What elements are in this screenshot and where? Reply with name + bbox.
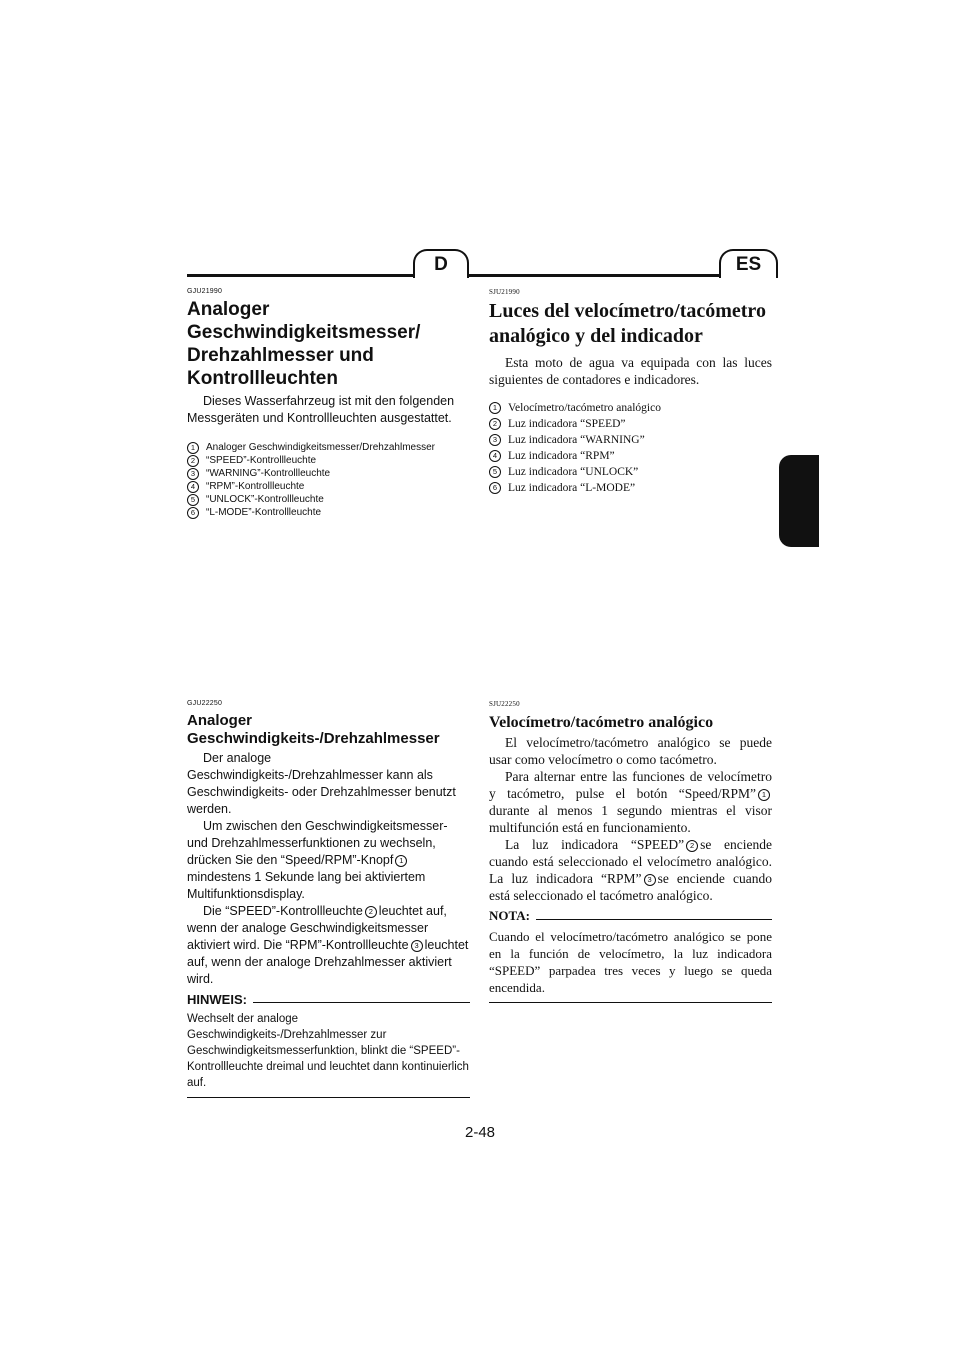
- section-title: Luces del velocímetro/tacómetro analógico y del indicador: [489, 300, 766, 347]
- section-code: GJU22250: [187, 700, 223, 707]
- note-header: [489, 908, 772, 924]
- de-section-instruments: [187, 288, 470, 519]
- language-tab-de: D: [413, 249, 469, 278]
- legend-list: [187, 441, 470, 519]
- de-section-speed-rpm: [187, 700, 470, 1098]
- section-code: SJU22250: [489, 700, 520, 708]
- section-title: Velocímetro/tacómetro analógico: [489, 714, 714, 731]
- paragraph: La luz indicadora “SPEED” 2 se enciende cuando está seleccionado el velocímetro analógico. La luz indicadora “RPM” 3 se enciende cuando está seleccionado el tacómetro analógico.: [489, 837, 772, 903]
- section-title: Analoger Geschwindigkeits-/Drehzahlmesser: [187, 712, 440, 747]
- paragraph: Para alternar entre las funciones de velocímetro y tacómetro, pulse el botón “Speed/RPM” 1durante al menos 1 segundo mientras el visor multifunción está en funcionamiento.: [489, 769, 772, 835]
- paragraph: Die “SPEED”-Kontrollleuchte 2 leuchtet auf, wenn der analoge Geschwindigkeitsmesser aktiviert wird. Die “RPM”-Kontrollleuchte 3 leuchtet auf, wenn der analoge Drehzahlmesser aktiviert wird.: [187, 904, 469, 986]
- list-item: 1 Velocímetro/tacómetro analógico: [489, 400, 772, 416]
- list-item: 1 Analoger Geschwindigkeitsmesser/Drehzahlmesser: [187, 441, 470, 454]
- section-title: Analoger Geschwindigkeitsmesser/ Drehzahlmesser und Kontrollleuchten: [187, 299, 421, 389]
- list-item: 4 “RPM”-Kontrollleuchte: [187, 480, 470, 493]
- paragraph: Um zwischen den Geschwindigkeitsmesser- und Drehzahlmesserfunktionen zu wechseln, drücken Sie den “Speed/RPM”-Knopf 1mindestens 1 Sekunde lang bei aktiviertem Multifunktionsdisplay.: [187, 819, 448, 901]
- list-item: 3 “WARNING”-Kontrollleuchte: [187, 467, 470, 480]
- note-end-rule: [489, 1002, 772, 1003]
- chapter-thumb-tab: [779, 455, 819, 547]
- paragraph: El velocímetro/tacómetro analógico se puede usar como velocímetro o como tacómetro.: [489, 735, 772, 767]
- list-item: 4 Luz indicadora “RPM”: [489, 448, 772, 464]
- legend-list: [489, 400, 772, 496]
- list-item: 3 Luz indicadora “WARNING”: [489, 432, 772, 448]
- intro-paragraph: Dieses Wasserfahrzeug ist mit den folgenden Messgeräten und Kontrollleuchten ausgestattet.: [187, 394, 455, 425]
- note-label: NOTA:: [489, 908, 530, 923]
- paragraph: Der analoge Geschwindigkeits-/Drehzahlmesser kann als Geschwindigkeits- oder Drehzahlmesser benutzt werden.: [187, 751, 456, 816]
- list-item: 2 “SPEED”-Kontrollleuchte: [187, 454, 470, 467]
- list-item: 6 Luz indicadora “L-MODE”: [489, 480, 772, 496]
- header-rule: [187, 274, 774, 277]
- language-tab-es: ES: [719, 249, 778, 278]
- list-item: 5 Luz indicadora “UNLOCK”: [489, 464, 772, 480]
- es-section-speed-rpm: [489, 700, 772, 1003]
- page-number: 2-48: [464, 1124, 496, 1141]
- list-item: 2 Luz indicadora “SPEED”: [489, 416, 772, 432]
- note-label: HINWEIS:: [187, 992, 247, 1007]
- section-code: GJU21990: [187, 288, 223, 295]
- es-section-instruments: [489, 288, 772, 496]
- list-item: 5 “UNLOCK”-Kontrollleuchte: [187, 493, 470, 506]
- intro-paragraph: Esta moto de agua va equipada con las luces siguientes de contadores e indicadores.: [489, 355, 772, 387]
- note-rule: [253, 1002, 470, 1003]
- note-end-rule: [187, 1097, 470, 1098]
- note-header: [187, 992, 470, 1007]
- note-rule: [536, 919, 772, 920]
- note-text: Cuando el velocímetro/tacómetro analógico se pone en la función de velocímetro, la luz indicadora “SPEED” parpadea tres veces y luego se queda encendida.: [489, 929, 772, 995]
- section-code: SJU21990: [489, 288, 520, 296]
- note-text: Wechselt der analoge Geschwindigkeits-/Drehzahlmesser zur Geschwindigkeitsmesserfunktion, blinkt die “SPEED”-Kontrollleuchte dreimal und leuchtet dann kontinuierlich auf.: [187, 1013, 469, 1089]
- list-item: 6 “L-MODE”-Kontrollleuchte: [187, 506, 470, 519]
